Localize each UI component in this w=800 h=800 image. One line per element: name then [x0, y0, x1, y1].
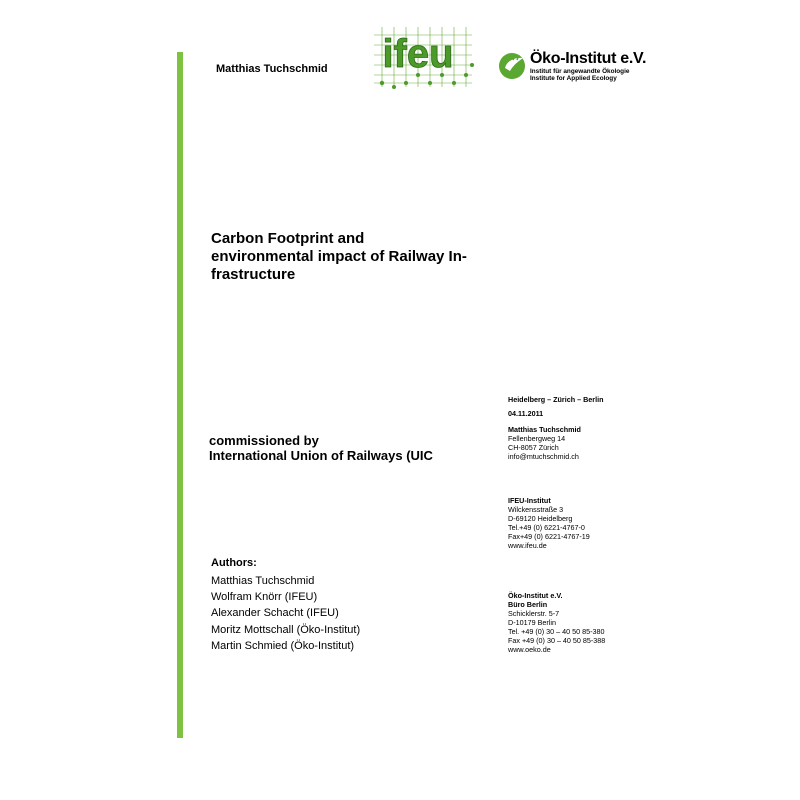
contact-line: Schicklerstr. 5-7: [508, 609, 560, 618]
contact-line: Fellenbergweg 14: [508, 434, 566, 443]
title-line: Carbon Footprint and: [211, 230, 365, 247]
author-name: Alexander Schacht (IFEU): [211, 607, 339, 620]
green-vertical-bar: [177, 52, 183, 738]
contact-line: Fax+49 (0) 6221-4767-19: [508, 532, 590, 541]
ifeu-logo-text: ifeu: [382, 32, 454, 76]
ifeu-logo: [372, 25, 477, 90]
contact-line: Tel. +49 (0) 30 – 40 50 85-380: [508, 627, 605, 636]
contact-line: Tel.+49 (0) 6221-4767-0: [508, 523, 585, 532]
title-line: environmental impact of Railway In-: [211, 248, 467, 265]
contact-oeko: [508, 591, 605, 654]
contact-tuchschmid: [508, 425, 581, 461]
contact-email: info@mtuchschmid.ch: [508, 452, 579, 461]
contact-line: Fax +49 (0) 30 – 40 50 85-388: [508, 636, 606, 645]
contact-website: www.ifeu.de: [508, 541, 547, 550]
title-line: frastructure: [211, 266, 296, 283]
commissioned-line: International Union of Railways (UIC: [209, 448, 433, 463]
date: 04.11.2011: [508, 409, 544, 418]
author-name: Matthias Tuchschmid: [211, 575, 315, 587]
contact-ifeu: [508, 496, 590, 550]
oeko-subtitle-line2: Institute for Applied Ecology: [530, 75, 617, 82]
contact-office: Büro Berlin: [508, 600, 548, 609]
oeko-institut-name: Öko-Institut e.V.: [530, 50, 647, 67]
commissioned-line: commissioned by: [209, 433, 319, 448]
contact-line: D-69120 Heidelberg: [508, 514, 573, 523]
contact-name: Öko-Institut e.V.: [508, 591, 563, 600]
author-name: Martin Schmied (Öko-Institut): [211, 639, 355, 652]
contact-name: Matthias Tuchschmid: [508, 425, 581, 434]
oeko-leaf-logo: [498, 51, 528, 81]
cities: Heidelberg – Zürich – Berlin: [508, 395, 604, 404]
contact-line: Wilckensstraße 3: [508, 505, 564, 514]
header-author: Matthias Tuchschmid: [216, 63, 328, 75]
authors-heading: Authors:: [211, 557, 257, 569]
document-title: [211, 230, 501, 284]
commissioned-by: [209, 433, 433, 463]
contact-line: CH-8057 Zürich: [508, 443, 559, 452]
oeko-institut-subtitle: [530, 68, 629, 82]
authors-list: [211, 573, 360, 654]
contact-website: www.oeko.de: [508, 645, 551, 654]
author-name: Wolfram Knörr (IFEU): [211, 591, 318, 604]
contact-line: D-10179 Berlin: [508, 618, 556, 627]
contact-name: IFEU-Institut: [508, 496, 551, 505]
oeko-subtitle-line1: Institut für angewandte Ökologie: [530, 68, 630, 75]
author-name: Moritz Mottschall (Öko-Institut): [211, 623, 361, 636]
